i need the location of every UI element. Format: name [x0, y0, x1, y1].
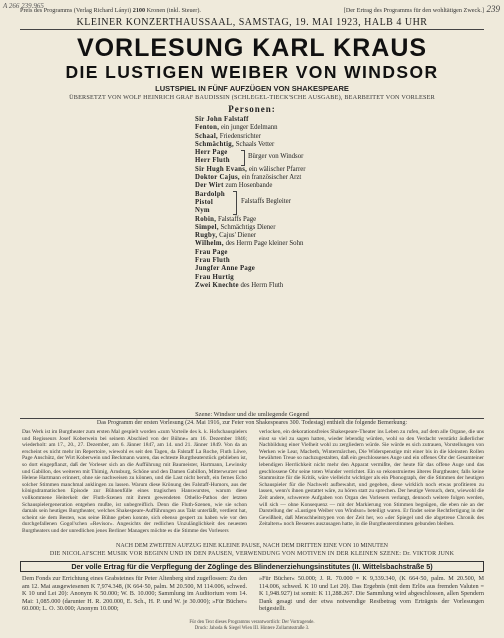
cast-row [195, 199, 415, 207]
cast-name: Sir John Falstaff [195, 116, 249, 123]
cast-row [195, 182, 415, 190]
cast-name: Zwei Knechte [195, 281, 239, 289]
cast-name: Herr Fluth [195, 157, 230, 165]
cast-name: Sir Hugh Evans, [195, 165, 248, 173]
cast-row [195, 124, 415, 132]
play-genre: LUSTSPIEL IN FÜNF AUFZÜGEN VON SHAKESPEARE [155, 84, 349, 93]
cast-row [195, 232, 415, 240]
cast-role: Friedensrichter [219, 132, 261, 140]
cast-row [195, 282, 415, 290]
event-title: VORLESUNG KARL KRAUS [76, 34, 428, 62]
essay-column-right: verlocken, ein dekorationsfreies Shakespeare-Theater ins Leben zu rufen, auf dem alle Organe, die uns einst so viel zu sagen hatten, wieder lebendig würden, wohl so den Verdacht verstärkt äußerlicher Nachbildung einer Vielheit wohl zu zergliedern würde. Sie würde es sich zutrauen, Vorstellungen von Werken wie Lear, Macbeth, Wintermärchen, Die Widerspenstige mit einer bis in die kleinsten Rollen bewährten Treue so nachzugestalten, daß ein geschlossenes Auge und ein offenes Ohr der Gesamteiner lebendigen Herrlichkeit nicht mehr den Apparat vermißte, der heute für das offene Auge und das geschlossene Ohr seine toten Wunder verrichtet. Ein so rekonstruiertes älteres Burgtheater, falls keine Stammsitze für die Kritik, wäre vielleicht wichtiger als ein Phonograph, der die Stimmen der heutigen Schauspieler für die Nachwelt aufbewahrt, und gegeben, diese wirklich noch etwas profitieren zu lassen, wenn's ihnen gestattet wäre, zu hören statt zu sprechen. Der heutige Versuch, dem, wiewohl die Zeit andere, schwerere Aufgaben von Organ des Vorlesers verlangt, dennoch weitere folgen werden, will sich — ohne Konsequenz — mit der Markierung von Stimmen begnügen, die eben nie an der Darstellung der »Lustigen Weiber von Windsor« beteiligt waren. Er findet seine Rechtfertigung in der Gewißheit, daß Menschheitstypen von der Zeit her, wo »der Spiegel und die abgetreue Chronik des Zeitalters« noch Besseres auszusagen hatte, in die Burgtheaterstimmen gebunden bleiben. [259, 429, 484, 528]
cast-name: Wilhelm, [195, 240, 224, 248]
price-prefix: Preis des Programms (Verlag Richard Lányi) [20, 7, 132, 14]
cast-name: Doktor Cajus, [195, 174, 240, 182]
essay-column-left: Das Werk ist im Burgtheater zum ersten Mal gespielt worden »zum Vorteile des k. k. Hofschauspielers und Regisseurs Josef Koberwein bei seinem Abschied von der Bühne« am 16. Dezember 1846; wiederholt: am 17., 20., 27. Dezember, am 6. Jänner 1847, am 14. und 21. Jänner 1849. Von da an erscheint es nicht mehr im Repertoire, wiewohl es seit den Tagen, da Falstaff La Roche, Fluth Löwe, Page Anschütz, der Wirt Koberwein und Beckmann waren, das echteste Burgtheaterstück geblieben ist, so dort eingepflanzt, daß der Vorleser sich an die Aufführung mit Baumeister, Hartmann, Lewinsky und Gabillon, des weiteren mit Thimig, Arnsburg, Schöne und den Damen Gabillon, Mitterwurzer und Helene Hartmann erinnert, ohne sie nachweisen zu können, und die Last nicht beruft, ein fernes Echo solcher Stimmen manchmal anklingen zu lassen. Warum diese Krönung des Falstaff-Humors, aus der königsdramatischen Episode zur Bühnenfülle eines tragischen Hanswurstes, warum diese vollkommene Heiterkeit der Fluth-Szenen mit ihrem gewendeten Othello-Pathos der letzten Schauspielergeneration entgehen mußte, ist unbegreiflich. Denn die Fluth-Szenen, wie sie schon damals sein heutiges Burgtheater, welches Shakespeare-Aufführungen aus Takt unterläßt, verdient hat, scheint sie dem Besten, was seine Bühne geben konnte, sich ebenso gespert zu haben wie vor den durchgefallenen Gogol'schen »Revisor«. Angesichts der redlichen Unzulänglichkeit des neuesten Burgtheaters und der unredlichen jenes Berliner Managers möchte es die Stimme des Vorlesers [22, 429, 247, 534]
cast-row [195, 274, 415, 282]
cast-role: Schmächtigs Diener [220, 223, 276, 231]
cast-name: Simpel, [195, 223, 219, 231]
fund-column-right: »Für Bücher« 50.000; J. R. 70.000 = K 9,339.340, (K 664·50, palm. M 20.500, M 114.006, schwed. K 10 und Lei 20). Das Ergebnis (mit dem Erlös aus fremden Valuten = K 1,948.927) ist somit: K 11,288.267. Die Sammlung wird abgeschlossen, allen Spendern Dank gesagt und der etwa notwendige Restbetrag vom Erträgnis der Vorlesungen beigestellt. [259, 575, 484, 613]
top-divider [20, 29, 484, 30]
cast-row [195, 265, 415, 273]
fund-column-left: Dem Fonds zur Errichtung eines Grabsteines für Peter Altenberg sind zugeflossen: Zu den am 12. Mai ausgewiesenen K 7,974.348, (K 664·50, palm. M 20.500, M 114.006, schwed. K 10 und Lei 20): Anonym K 50.000; W. B. 10.000; Sammlung im Auditorium vom 14. Mai: 1,085.000 (darunter H. R. 200.000, E. Sch., H. P. und W. je 30.000); »Für Bücher« 60.000; L. O. 30.000; Anonym 10.000; [22, 575, 247, 613]
cast-role: Cajus' Diener [219, 232, 256, 240]
cast-name: Schmächtig, [195, 140, 234, 148]
cast-name: Nym [195, 207, 210, 215]
cast-row [195, 257, 415, 265]
program-intro: Das Programm der ersten Vorlesung (24. Mai 1916, zur Feier von Shakespeares 300. Todestag) enthielt die folgende Bemerkung: [96, 420, 408, 426]
cast-row [195, 141, 415, 149]
price-amount: 2100 [132, 7, 146, 14]
cast-row [195, 157, 415, 165]
mid-divider [20, 418, 484, 419]
cast-name: Herr Page [195, 149, 228, 157]
cast-name: Pistol [195, 198, 214, 206]
cast-name: Robin, [195, 215, 217, 223]
windsor-note: Bürger von Windsor [248, 153, 304, 160]
scene-note: Szene: Windsor und die umliegende Gegend [195, 411, 309, 418]
venue-line: KLEINER KONZERTHAUSSAAL, SAMSTAG, 19. MAI 1923, HALB 4 UHR [76, 17, 428, 28]
cast-name: Frau Fluth [195, 257, 230, 265]
footer-printer: Druck: Jahoda & Siegel Wien III. Hintere Zollamtsstraße 3. [194, 626, 310, 631]
archive-mark: A 266 239.965 [3, 2, 44, 10]
cast-name: Rugby, [195, 232, 218, 240]
cast-name: Jungfer Anne Page [195, 265, 256, 273]
cast-row [195, 191, 415, 199]
cast-list [195, 116, 415, 290]
windsor-bracket [241, 150, 245, 166]
cast-role: Falstaffs Page [217, 215, 257, 223]
cast-name: Der Wirt [195, 182, 224, 190]
footer-responsibility: Für den Text dieses Programms verantwortlich: Der Vortragende. [189, 620, 315, 625]
cast-row [195, 174, 415, 182]
charity-note: [Der Ertrag des Programms für den wohltätigen Zweck.] [343, 7, 484, 14]
cast-role: Schaals Vetter [235, 140, 275, 148]
falstaff-bracket [233, 191, 237, 215]
cast-role: ein junger Edelmann [220, 124, 278, 132]
footer [0, 620, 504, 632]
cast-row [195, 133, 415, 141]
price-note [20, 7, 201, 14]
music-note: DIE NICOLAI'SCHE MUSIK VOR BEGINN UND IN DEN PAUSEN, VERWENDUNG VON MOTIVEN IN DER KLEINEN SZENE: Dr. VIKTOR JUNK [49, 551, 455, 557]
cast-name: Schaal, [195, 132, 219, 140]
cast-name: Frau Hurtig [195, 273, 234, 281]
translation-credit: ÜBERSETZT VON WOLF HEINRICH GRAF BAUDISSIN (SCHLEGEL-TIECK'SCHE AUSGABE), BEARBEITET VON VORLESER [69, 94, 435, 101]
cast-role: ein wälischer Pfarrer [248, 165, 306, 173]
cast-name: Frau Page [195, 248, 228, 256]
cast-role: zum Hosenbande [225, 182, 273, 190]
cast-role: ein französischer Arzt [241, 174, 302, 182]
falstaff-note: Falstaffs Begleiter [241, 198, 291, 205]
price-suffix: Kronen (inkl. Steuer). [146, 7, 201, 14]
pause-note: NACH DEM ZWEITEN AUFZUG EINE KLEINE PAUSE, NACH DEM DRITTEN EINE VON 10 MINUTEN [116, 543, 388, 549]
cast-role: des Herrn Fluth [240, 281, 284, 289]
cast-row [195, 240, 415, 248]
proceeds-box: Der volle Ertrag für die Verpflegung der Zöglinge des Blindenerziehungsinstitutes (II. Wittelsbachstraße 5) [20, 561, 484, 572]
cast-row [195, 166, 415, 174]
cast-heading: Personen: [228, 104, 276, 114]
play-title: DIE LUSTIGEN WEIBER VON WINDSOR [65, 62, 439, 82]
cast-row [195, 149, 415, 157]
cast-name: Bardolph [195, 190, 225, 198]
cast-row [195, 207, 415, 215]
cast-row [195, 216, 415, 224]
cast-name: Fenton, [195, 124, 220, 132]
cast-row [195, 116, 415, 124]
cast-role: des Herrn Page kleiner Sohn [225, 240, 304, 248]
archive-number: 239 [486, 4, 500, 14]
cast-row [195, 224, 415, 232]
cast-row [195, 249, 415, 257]
